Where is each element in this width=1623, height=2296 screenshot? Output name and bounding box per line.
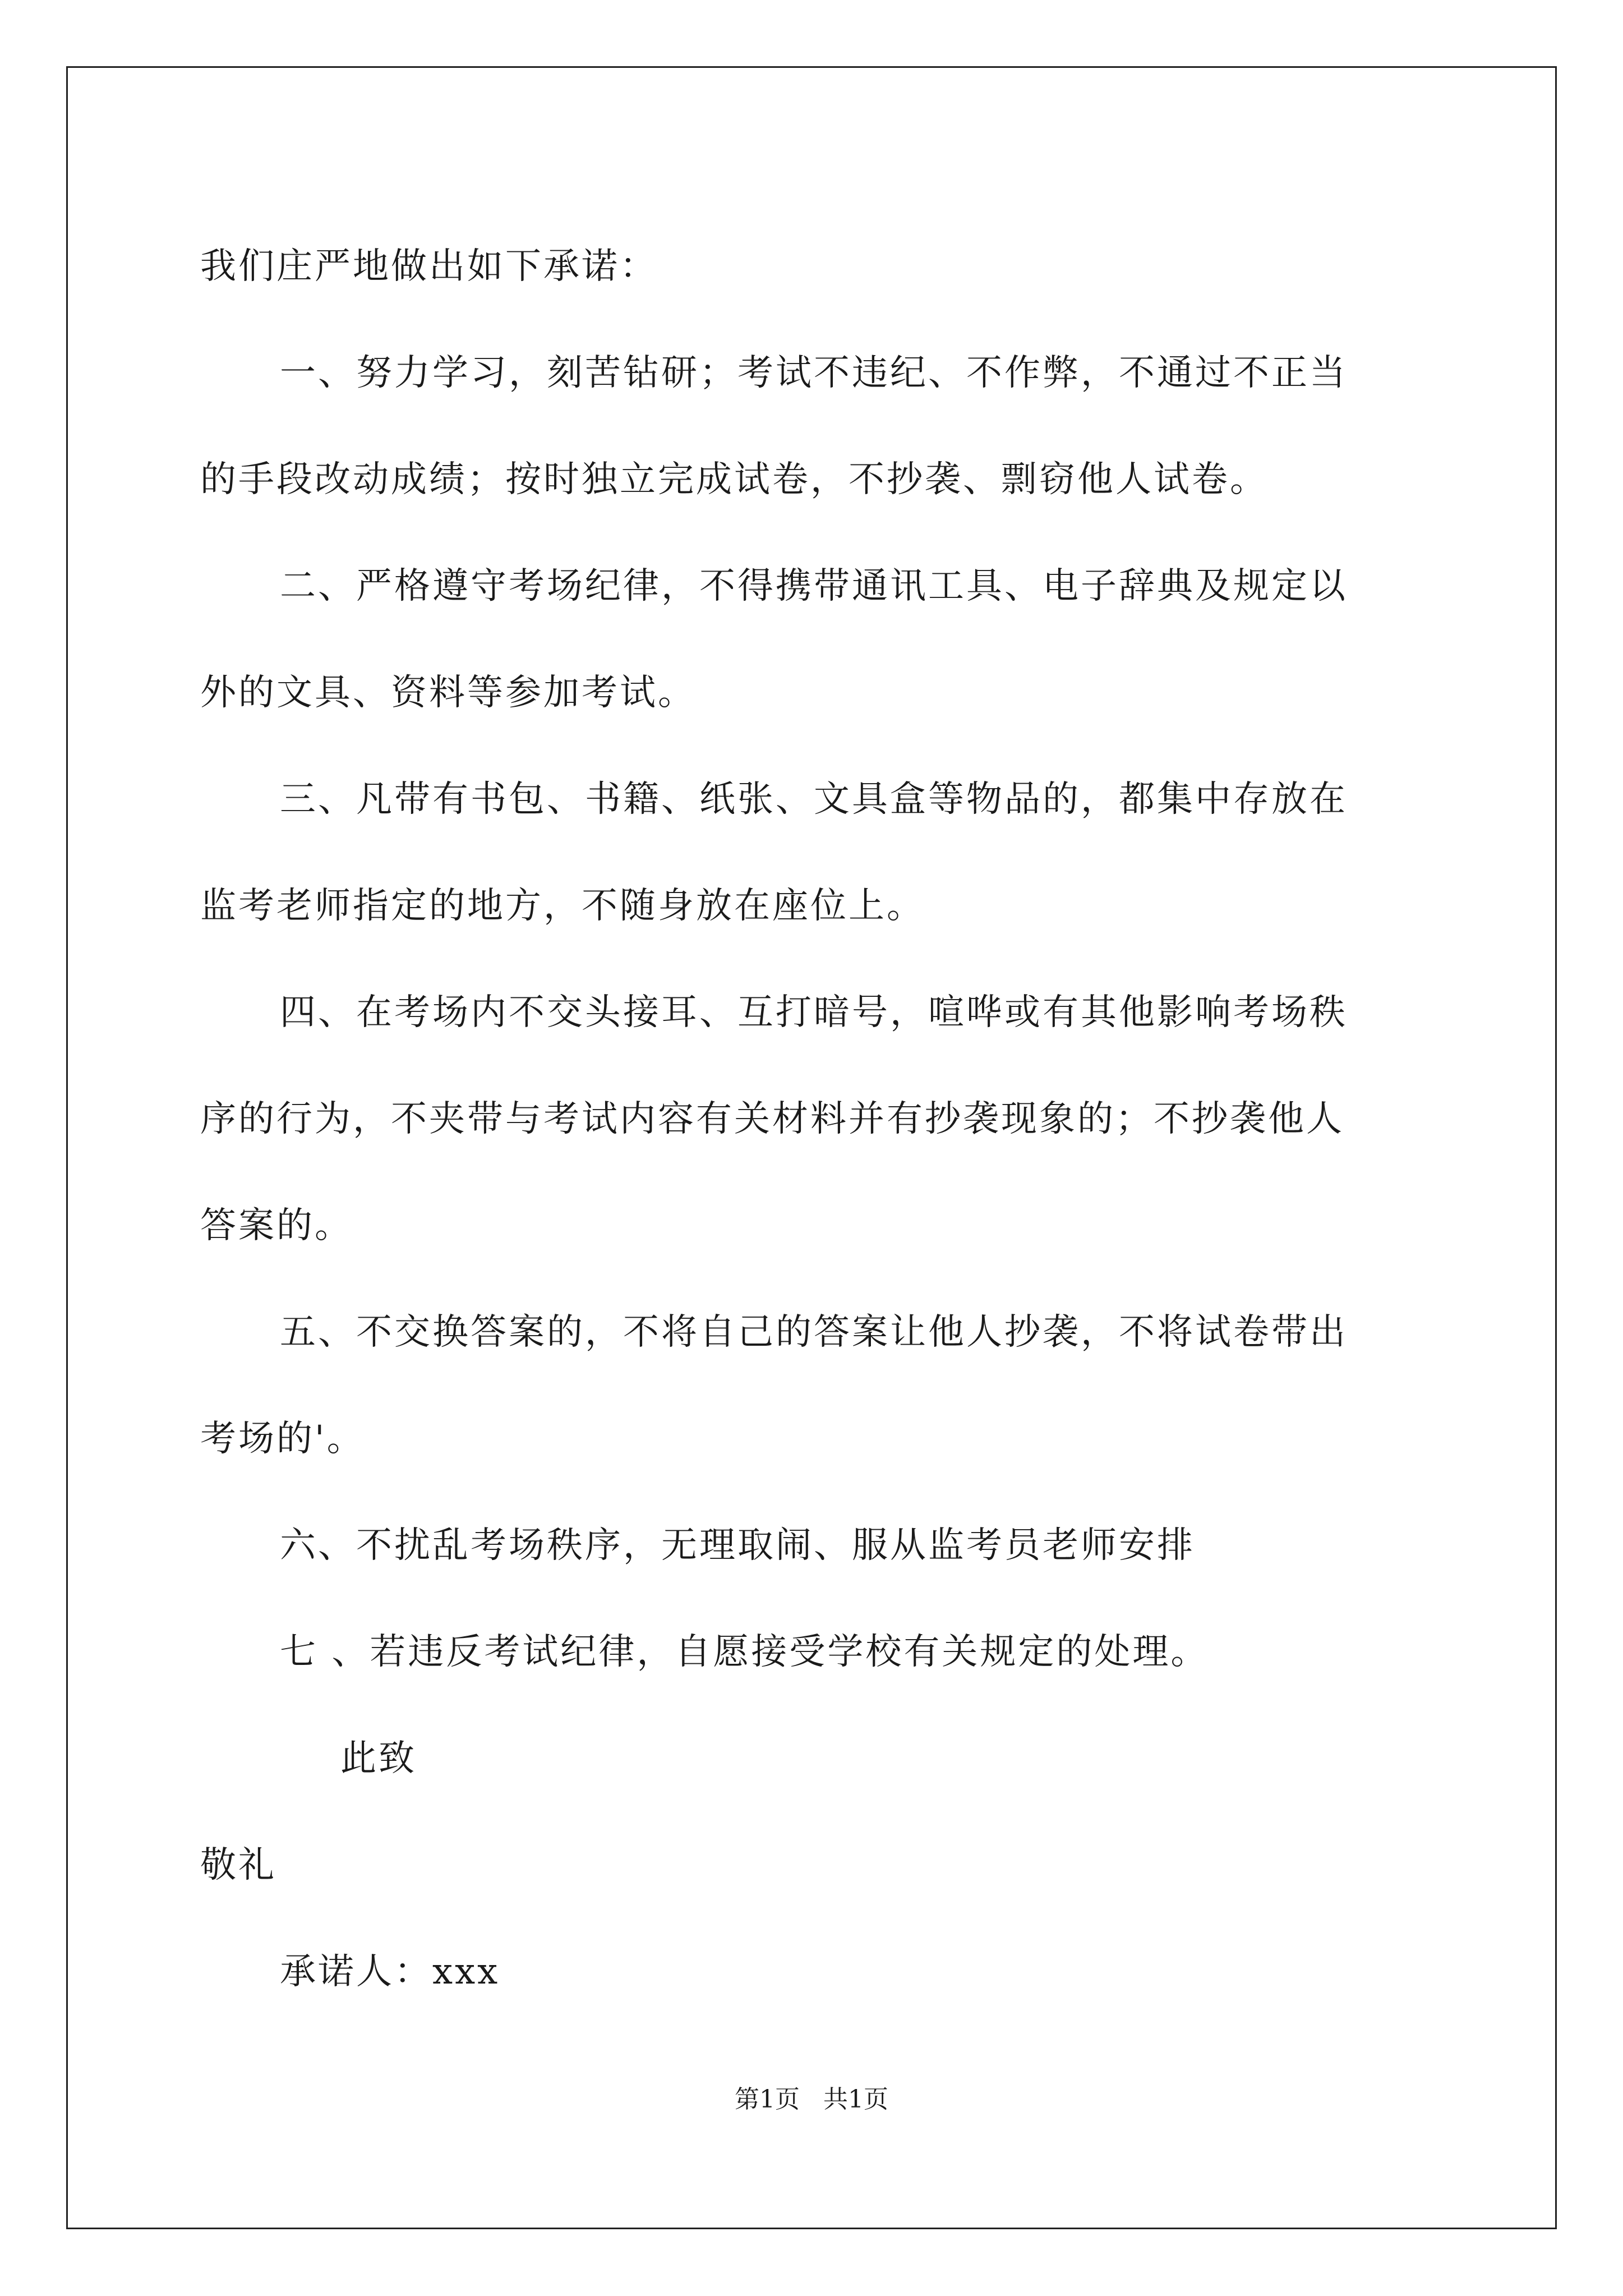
clause-3-line-1: 三、凡带有书包、书籍、纸张、文具盒等物品的，都集中存放在 <box>280 779 1348 820</box>
closing-regards: 敬礼 <box>200 1844 276 1886</box>
clause-4-line-3: 答案的。 <box>200 1205 353 1246</box>
clause-5-line-2: 考场的'。 <box>200 1418 365 1460</box>
clause-2-line-1: 二、严格遵守考场纪律，不得携带通讯工具、电子辞典及规定以 <box>280 565 1348 607</box>
clause-6-line-1: 六、不扰乱考场秩序，无理取闹、服从监考员老师安排 <box>280 1525 1195 1566</box>
clause-4-line-1: 四、在考场内不交头接耳、互打暗号，喧哗或有其他影响考场秩 <box>280 992 1348 1033</box>
clause-1-line-1: 一、努力学习，刻苦钻研；考试不违纪、不作弊，不通过不正当 <box>280 352 1348 394</box>
clause-7-line-1: 七 、若违反考试纪律，自愿接受学校有关规定的处理。 <box>280 1631 1209 1673</box>
clause-4-line-2: 序的行为，不夹带与考试内容有关材料并有抄袭现象的；不抄袭他人 <box>200 1098 1344 1140</box>
clause-5-line-1: 五、不交换答案的，不将自己的答案让他人抄袭，不将试卷带出 <box>280 1312 1348 1353</box>
signatory-line: 承诺人：xxx <box>280 1951 500 1993</box>
clause-3-line-2: 监考老师指定的地方，不随身放在座位上。 <box>200 885 925 927</box>
page-footer: 第1页 共1页 <box>735 2085 888 2114</box>
clause-2-line-2: 外的文具、资料等参加考试。 <box>200 672 696 714</box>
clause-1-line-2: 的手段改动成绩；按时独立完成试卷，不抄袭、剽窃他人试卷。 <box>200 459 1268 500</box>
closing-salutation: 此致 <box>340 1738 417 1779</box>
intro-line: 我们庄严地做出如下承诺： <box>200 246 658 287</box>
document-body <box>200 213 1434 2025</box>
